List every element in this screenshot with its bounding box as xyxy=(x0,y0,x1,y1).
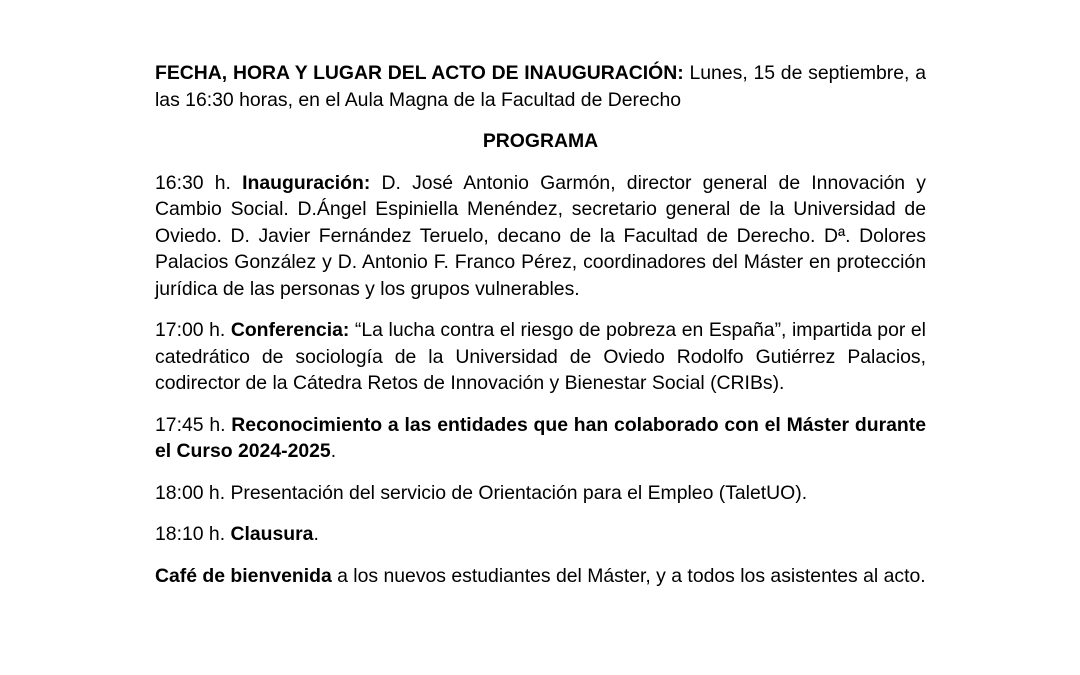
program-item-text: D. José Antonio Garmón, director general de Innovación y Cambio Social. D.Ángel Espiniella Menéndez, secretario general de la Universidad de Oviedo. D. Javier Fernández Teruelo, decano de la Facultad de Derecho. Dª. Dolores Palacios González y D. Antonio F. Franco Pérez, coordinadores del Máster en protección jurídica de las personas y los grupos vulnerables. xyxy=(155,171,926,300)
program-item-text: “La lucha contra el riesgo de pobreza en España”, impartida por el catedrático de sociología de la Universidad de Oviedo Rodolfo Gutiérrez Palacios, codirector de la Cátedra Retos de Innovación y Bienestar Social (CRIBs). xyxy=(155,319,926,394)
document-page xyxy=(155,60,926,604)
program-item-reconocimiento xyxy=(155,412,926,465)
program-item-title: Conferencia: xyxy=(230,319,350,341)
cafe-label: Café de bienvenida xyxy=(155,564,332,587)
cafe-paragraph xyxy=(155,563,926,590)
cafe-text: a los nuevos estudiantes del Máster, y a todos los asistentes al acto. xyxy=(331,564,926,587)
event-info-paragraph xyxy=(155,60,926,113)
event-info-label: FECHA, HORA Y LUGAR DEL ACTO DE INAUGURACIÓN: xyxy=(155,62,684,84)
programa-heading: PROGRAMA xyxy=(482,130,599,152)
program-item-presentacion xyxy=(155,480,926,507)
program-item-clausura xyxy=(155,521,926,548)
program-item-text: . xyxy=(313,523,319,545)
program-item-time: 18:00 h. xyxy=(155,481,231,504)
program-item-time: 17:00 h. xyxy=(155,319,231,341)
program-item-time: 18:10 h. xyxy=(155,523,231,545)
program-item-time: 16:30 h. xyxy=(155,171,243,194)
program-item-title: Reconocimiento a las entidades que han colaborado con el Máster durante el Curso 2024-2025 xyxy=(155,413,926,462)
program-item-title: Clausura xyxy=(230,523,314,545)
event-info-details: Lunes, 15 de septiembre, a las 16:30 horas, en el Aula Magna de la Facultad de Derecho xyxy=(155,62,926,111)
program-item-time: 17:45 h. xyxy=(155,413,232,436)
program-item-inauguracion xyxy=(155,170,926,303)
program-item-title: Inauguración: xyxy=(242,171,371,194)
program-item-text: . xyxy=(330,440,337,462)
program-item-text: Presentación del servicio de Orientación para el Empleo (TaletUO). xyxy=(230,481,808,504)
program-item-conferencia xyxy=(155,317,926,397)
